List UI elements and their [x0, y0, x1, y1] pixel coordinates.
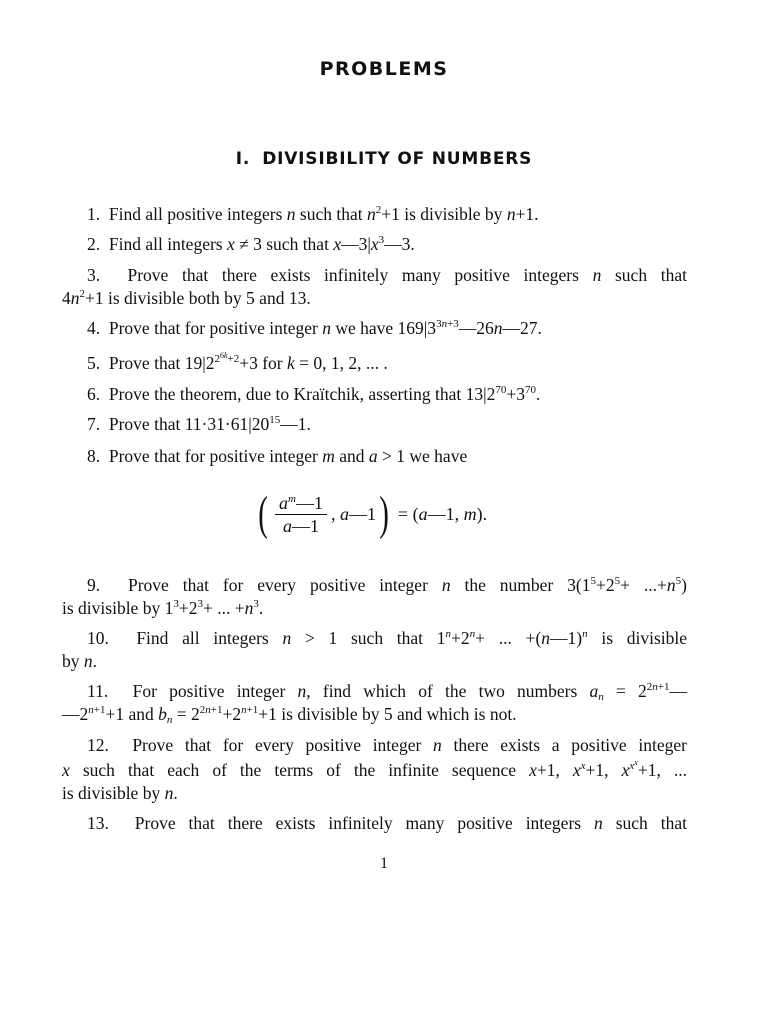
problem-12-cont2: is divisible by n. [62, 783, 178, 803]
fraction-numerator: $a^m—1$ [275, 492, 327, 515]
formula-rhs: = (a—1, m). [397, 503, 488, 524]
problem-3: 3. Prove that there exists infinitely many positive integers n such that [87, 265, 687, 285]
section-heading [0, 149, 768, 169]
problem-8: 8. Prove that for positive integer m and a > 1 we have [87, 446, 468, 466]
right-paren: ) [379, 487, 389, 540]
problem-3-cont: $4n^2+1$ is divisible both by 5 and 13. [62, 288, 311, 308]
problem-11: 11. For positive integer n, find which of the two numbers $a_n$ = $2^{2n+1}—$ [87, 681, 688, 703]
problem-10: 10. Find all integers n > 1 such that $1^n+2^n+$ ... +(n—1)$^n$ is divisible [87, 628, 687, 648]
problem-7: 7. Prove that $11\cdot 31\cdot 61|20^{15}—1$. [87, 414, 311, 434]
problem-12-cont: x such that each of the terms of the infinite sequence x+1, $x^x+1$, $x^{x^x}+1$, ... [62, 758, 688, 780]
formula-middle: , a—1 [330, 503, 376, 524]
problem-9: 9. Prove that for every positive integer n the number $3(1^5+2^5+ ...+n^5)$ [87, 575, 687, 595]
page-title: PROBLEMS [319, 58, 449, 80]
left-paren: ( [258, 487, 268, 540]
problem-9-cont: is divisible by $1^3+2^3+$ ... $+n^3$. [62, 598, 264, 618]
section-number: I. [235, 149, 251, 169]
problem-4: 4. Prove that for positive integer n we have $169|3^{3n+3}—26n—27$. [87, 318, 542, 338]
fraction [275, 492, 327, 537]
problem-13: 13. Prove that there exists infinitely many positive integers n such that [87, 813, 687, 833]
problem-2: 2. Find all integers x ≠ 3 such that $x—3|x^3—3$. [87, 234, 415, 254]
fraction-denominator: a—1 [282, 515, 319, 536]
problem-1: 1. Find all positive integers n such that $n^2+1$ is divisible by n+1. [87, 204, 539, 224]
problem-6: 6. Prove the theorem, due to Kraïtchik, asserting that $13|2^{70}+3^{70}$. [87, 384, 541, 404]
problem-10-cont: by n. [62, 651, 97, 671]
section-title: DIVISIBILITY OF NUMBERS [262, 149, 533, 169]
problem-5: 5. Prove that $19|2^{2^{6k}+2}+3$ for k = 0, 1, 2, ... . [87, 351, 388, 373]
gcd-formula [255, 487, 488, 540]
page-number: 1 [380, 855, 388, 872]
problem-11-cont: $—2^{n+1}+1$ and $b_n = 2^{2n+1}+2^{n+1}+1$ is divisible by 5 and which is not. [62, 704, 517, 726]
problem-12: 12. Prove that for every positive integer n there exists a positive integer [87, 735, 687, 755]
